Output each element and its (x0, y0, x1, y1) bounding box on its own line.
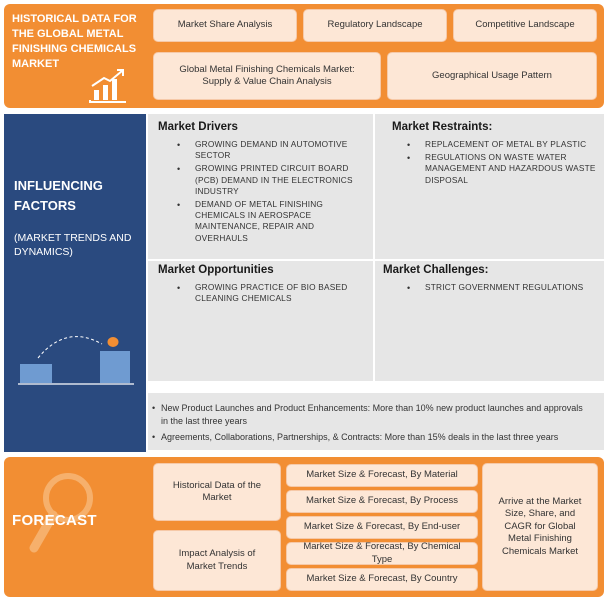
market-challenges-quadrant (375, 261, 604, 381)
market-restraints-list (425, 139, 597, 188)
forecast-by-material-box: Market Size & Forecast, By Material (286, 464, 478, 487)
market-drivers-title: Market Drivers (158, 121, 238, 133)
restraint-item: • REGULATIONS ON WASTE WATER MANAGEMENT AND HAZARDOUS WASTE DISPOSAL (425, 152, 597, 186)
restraint-item: • REPLACEMENT OF METAL BY PLASTIC (425, 139, 597, 150)
geographical-usage-box: Geographical Usage Pattern (387, 52, 597, 100)
market-size-share-cagr-box: Arrive at the Market Size, Share, and CAGR for Global Metal Finishing Chemicals Market (482, 463, 598, 591)
bar-chart-growth-icon (86, 68, 130, 104)
forecast-by-chemical-type-box: Market Size & Forecast, By Chemical Type (286, 542, 478, 565)
influencing-factors-subtitle: (MARKET TRENDS AND DYNAMICS) (14, 232, 132, 259)
impact-analysis-box: Impact Analysis of Market Trends (153, 530, 281, 591)
market-challenges-title: Market Challenges: (383, 264, 489, 276)
challenge-item: • STRICT GOVERNMENT REGULATIONS (425, 282, 597, 293)
driver-item: • DEMAND OF METAL FINISHING CHEMICALS IN AEROSPACE MAINTENANCE, REPAIR AND OVERHAULS (195, 199, 367, 244)
historical-data-market-box: Historical Data of the Market (153, 463, 281, 521)
regulatory-landscape-box: Regulatory Landscape (303, 9, 447, 42)
forecast-by-end-user-box: Market Size & Forecast, By End-user (286, 516, 478, 539)
competitive-landscape-box: Competitive Landscape (453, 9, 597, 42)
forecast-by-process-box: Market Size & Forecast, By Process (286, 490, 478, 513)
market-opportunities-title: Market Opportunities (158, 264, 274, 276)
market-share-analysis-box: Market Share Analysis (153, 9, 297, 42)
forecast-title: FORECAST (12, 512, 97, 529)
driver-item: • GROWING PRINTED CIRCUIT BOARD (PCB) DEMAND IN THE ELECTRONICS INDUSTRY (195, 163, 367, 197)
opportunity-item: • GROWING PRACTICE OF BIO BASED CLEANING CHEMICALS (195, 282, 367, 304)
market-opportunities-quadrant (148, 261, 373, 381)
supply-value-chain-box: Global Metal Finishing Chemicals Market: Supply & Value Chain Analysis (153, 52, 381, 100)
market-challenges-list (425, 282, 597, 295)
historical-data-title: HISTORICAL DATA FOR THE GLOBAL METAL FINISHING CHEMICALS MARKET (12, 13, 137, 70)
trend-item: • Agreements, Collaborations, Partnerships, & Contracts: More than 15% deals in the last three years (152, 432, 559, 442)
influencing-factors-panel (4, 114, 146, 452)
trend-item: • New Product Launches and Product Enhancements: More than 10% new product launches and approvals in the last three years (152, 403, 583, 427)
market-drivers-list (195, 139, 367, 246)
market-restraints-title: Market Restraints: (392, 121, 493, 133)
forecast-by-country-box: Market Size & Forecast, By Country (286, 568, 478, 591)
ball-jump-icon (18, 328, 134, 386)
driver-item: • GROWING DEMAND IN AUTOMOTIVE SECTOR (195, 139, 367, 161)
influencing-factors-title: INFLUENCING FACTORS (14, 178, 103, 213)
market-opportunities-list (195, 282, 367, 306)
